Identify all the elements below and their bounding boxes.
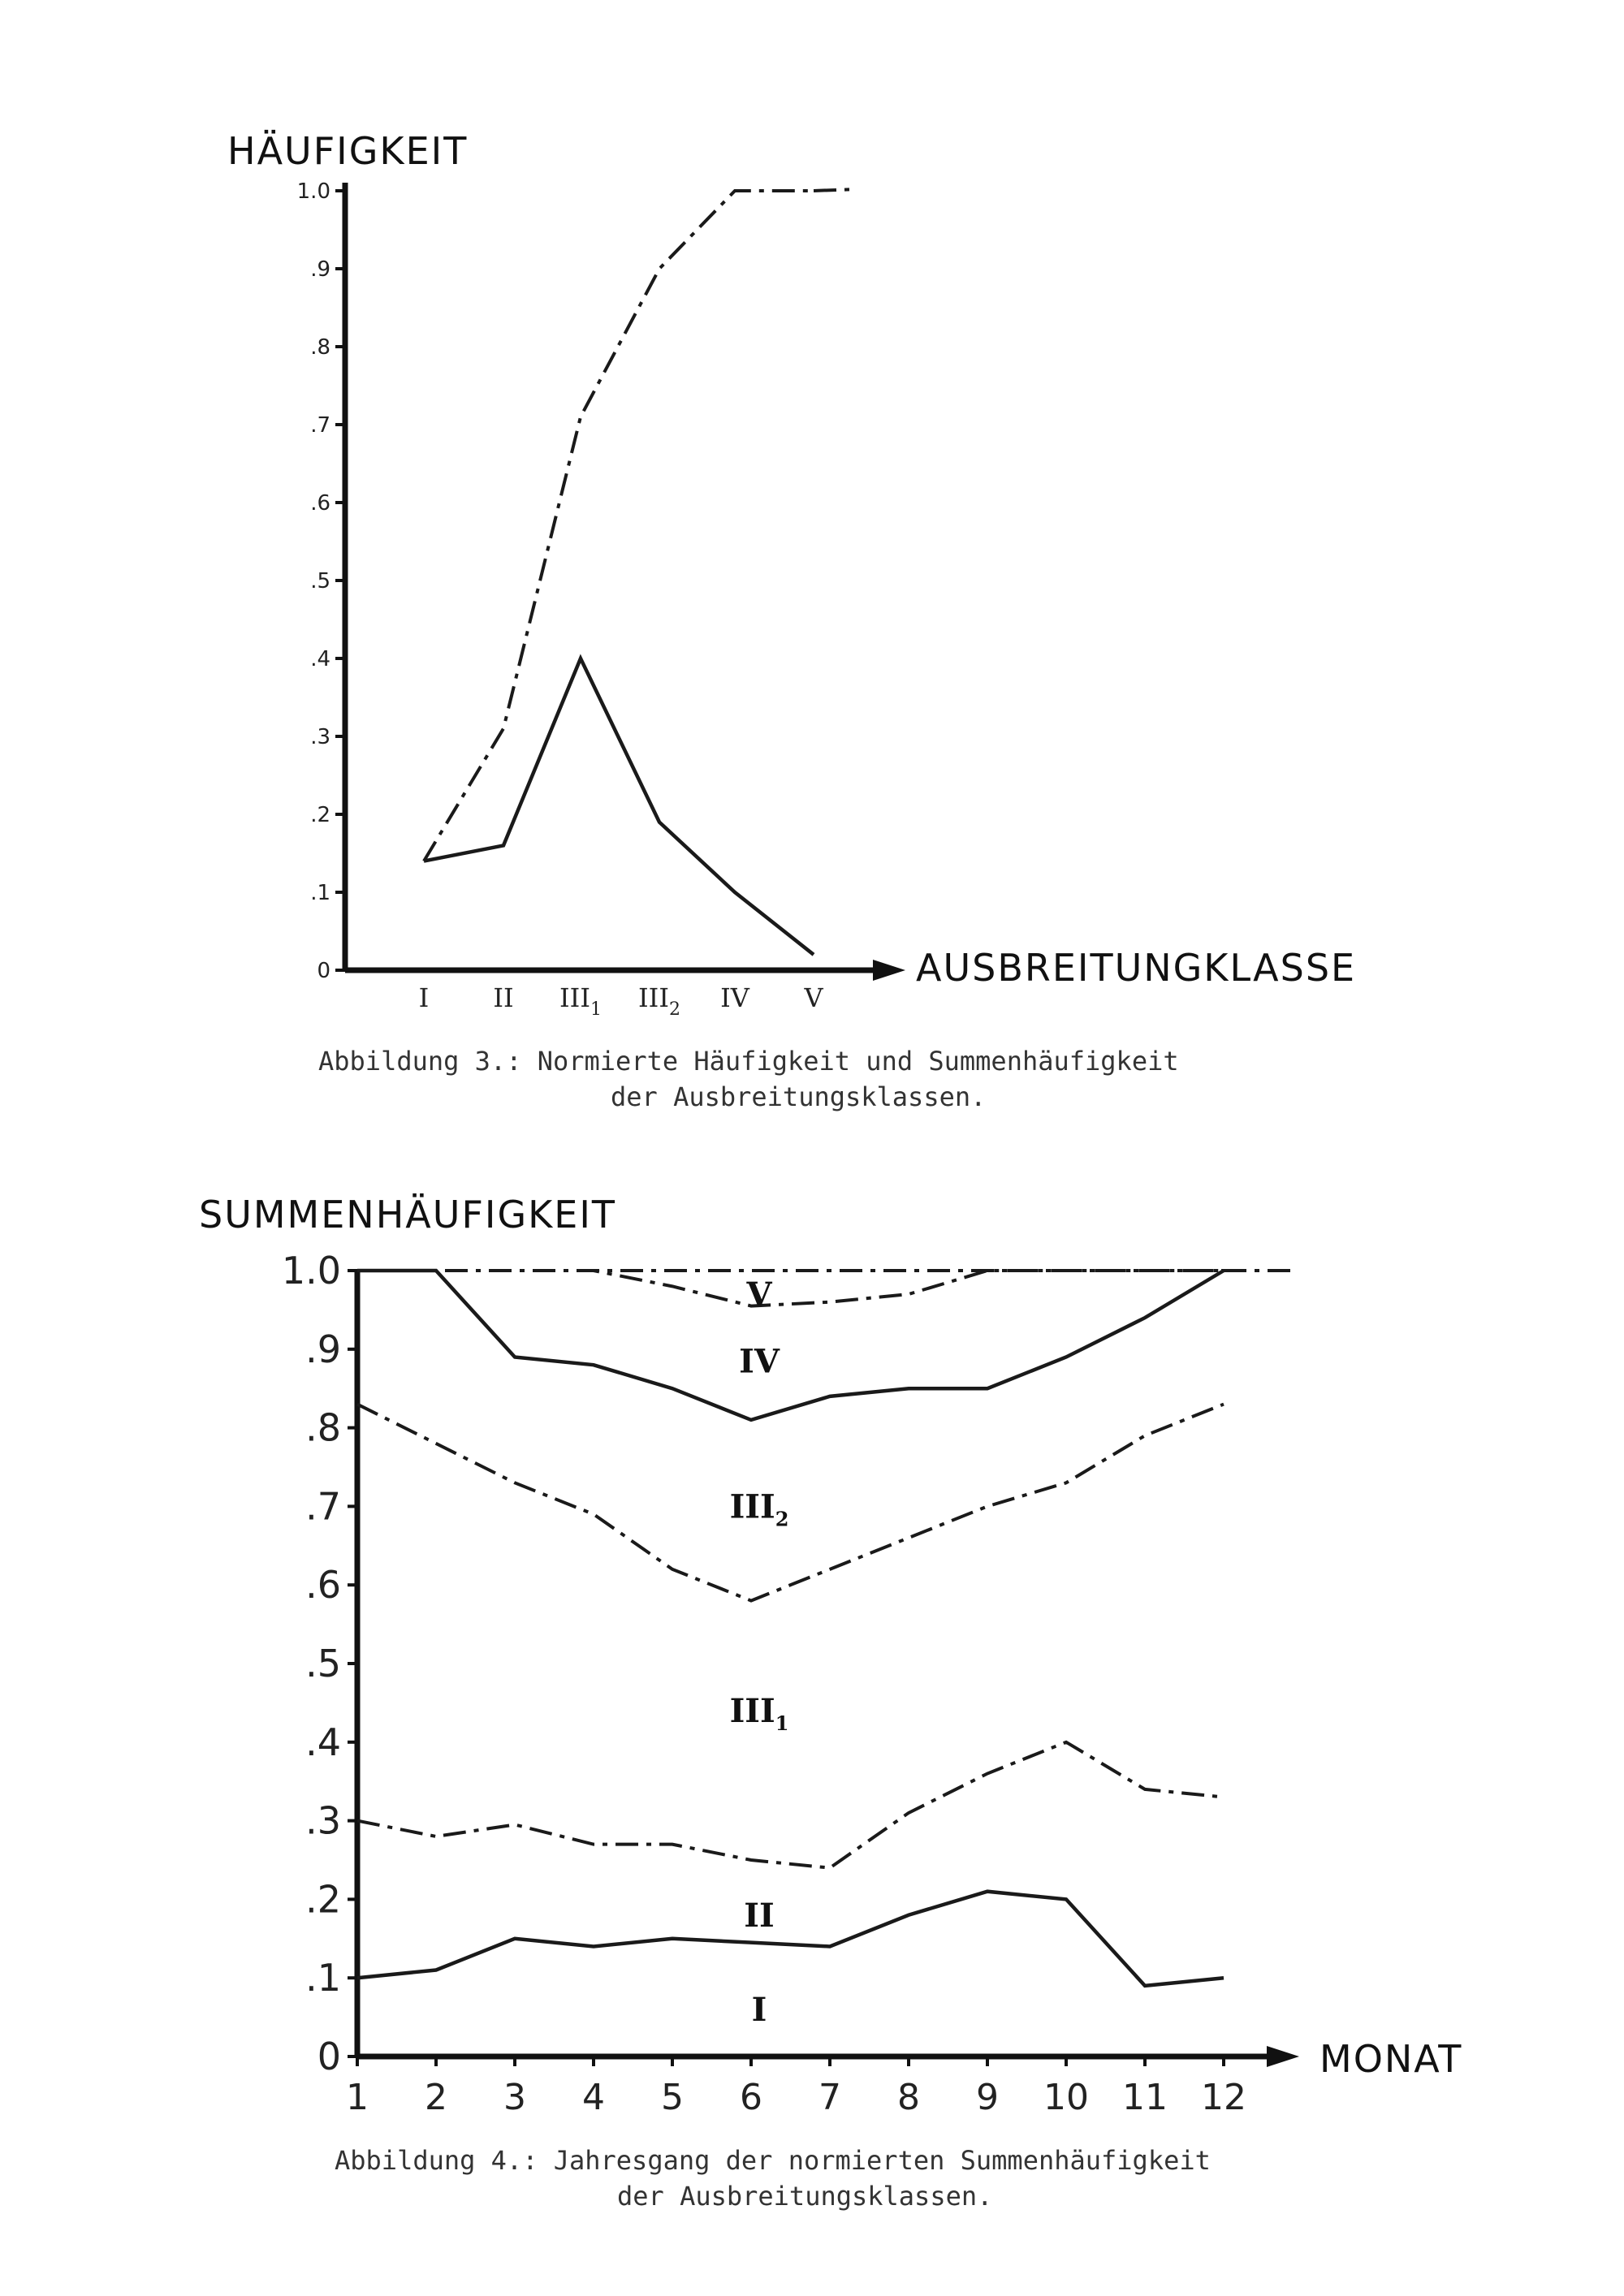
chart-2-y-tick-label: .8: [305, 1405, 341, 1450]
chart-2-series-5: [357, 1271, 1224, 1306]
chart-1-x-tick-label: V: [804, 982, 823, 1013]
chart-2-caption-line-1: Abbildung 4.: Jahresgang der normierten Summenhäufigkeit: [335, 2145, 1211, 2176]
chart-2-x-tick-label: 9: [976, 2077, 999, 2118]
chart-2-x-tick-label: 2: [425, 2077, 447, 2118]
chart-1-series-2: [424, 658, 814, 955]
chart-1-y-tick-label: 0: [317, 959, 330, 983]
chart-2-x-title: MONAT: [1320, 2037, 1463, 2081]
chart-1-y-tick-label: .2: [310, 803, 330, 827]
chart-1-x-tick-label: IV: [720, 982, 749, 1013]
chart-2-x-tick-label: 11: [1122, 2077, 1168, 2118]
chart-2-x-tick-label: 4: [582, 2077, 605, 2118]
chart-2-region-label: II: [744, 1896, 775, 1935]
chart-2-x-arrow: [1267, 2046, 1299, 2067]
chart-1-caption-line-2: der Ausbreitungsklassen.: [611, 1081, 987, 1112]
chart-2-y-tick-label: .5: [305, 1642, 341, 1685]
chart-2-series-3: [357, 1405, 1224, 1601]
chart-2-series-4: [357, 1271, 1224, 1420]
chart-1-y-tick-label: .5: [310, 569, 330, 593]
chart-1: [227, 129, 1356, 1112]
chart-2-y-tick-label: .7: [305, 1484, 341, 1529]
chart-2: [199, 1193, 1462, 2212]
chart-1-y-title: HÄUFIGKEIT: [227, 129, 469, 173]
chart-2-region-label: V: [746, 1275, 772, 1314]
chart-2-y-tick-label: .3: [305, 1798, 341, 1843]
chart-1-y-tick-label: .4: [310, 647, 330, 671]
chart-2-caption-line-2: der Ausbreitungsklassen.: [617, 2181, 993, 2212]
chart-2-series-1: [357, 1892, 1224, 1986]
chart-2-x-tick-label: 1: [346, 2077, 369, 2118]
chart-1-x-title: AUSBREITUNGKLASSE: [916, 946, 1357, 990]
chart-2-region-label: $III_2$: [729, 1487, 789, 1531]
chart-1-x-tick-label: I: [418, 982, 430, 1013]
chart-2-x-tick-label: 5: [661, 2077, 684, 2118]
chart-2-y-tick-label: .6: [305, 1563, 341, 1608]
chart-2-y-tick-label: 1.0: [281, 1249, 341, 1293]
chart-2-y-tick-label: .1: [305, 1956, 341, 2000]
chart-1-y-tick-label: .6: [310, 491, 330, 516]
chart-1-y-tick-label: .1: [310, 881, 330, 905]
chart-1-series-1: [424, 191, 814, 861]
chart-2-y-tick-label: .9: [305, 1327, 341, 1371]
chart-2-x-tick-label: 3: [503, 2077, 526, 2118]
chart-1-x-arrow: [873, 960, 905, 981]
chart-2-x-tick-label: 7: [818, 2077, 841, 2118]
chart-2-region-label: $III_1$: [729, 1692, 789, 1736]
chart-1-y-tick-label: 1.0: [296, 179, 330, 204]
chart-1-y-tick-label: .3: [310, 725, 330, 749]
chart-2-series-2: [357, 1742, 1224, 1868]
chart-2-x-tick-label: 6: [740, 2077, 762, 2118]
chart-1-y-tick-label: .9: [310, 257, 330, 282]
chart-2-y-tick-label: 0: [317, 2035, 341, 2078]
chart-1-x-tick-label: $III_2$: [638, 982, 680, 1020]
chart-2-y-tick-label: .2: [305, 1877, 341, 1922]
chart-2-y-tick-label: .4: [305, 1720, 341, 1764]
chart-2-region-label: IV: [739, 1342, 780, 1381]
chart-2-y-title: SUMMENHÄUFIGKEIT: [199, 1193, 617, 1236]
chart-2-x-tick-label: 8: [897, 2077, 920, 2118]
chart-1-y-tick-label: .7: [310, 413, 330, 438]
chart-2-x-tick-label: 10: [1043, 2077, 1089, 2118]
chart-1-x-tick-label: $III_1$: [559, 982, 602, 1020]
chart-1-x-tick-label: II: [493, 982, 514, 1013]
chart-2-x-tick-label: 12: [1201, 2077, 1246, 2118]
chart-1-caption-line-1: Abbildung 3.: Normierte Häufigkeit und Summenhäufigkeit: [318, 1046, 1179, 1077]
chart-1-series-1-tail: [814, 189, 857, 191]
chart-1-y-tick-label: .8: [310, 335, 330, 360]
chart-2-region-label: I: [751, 1990, 767, 2029]
